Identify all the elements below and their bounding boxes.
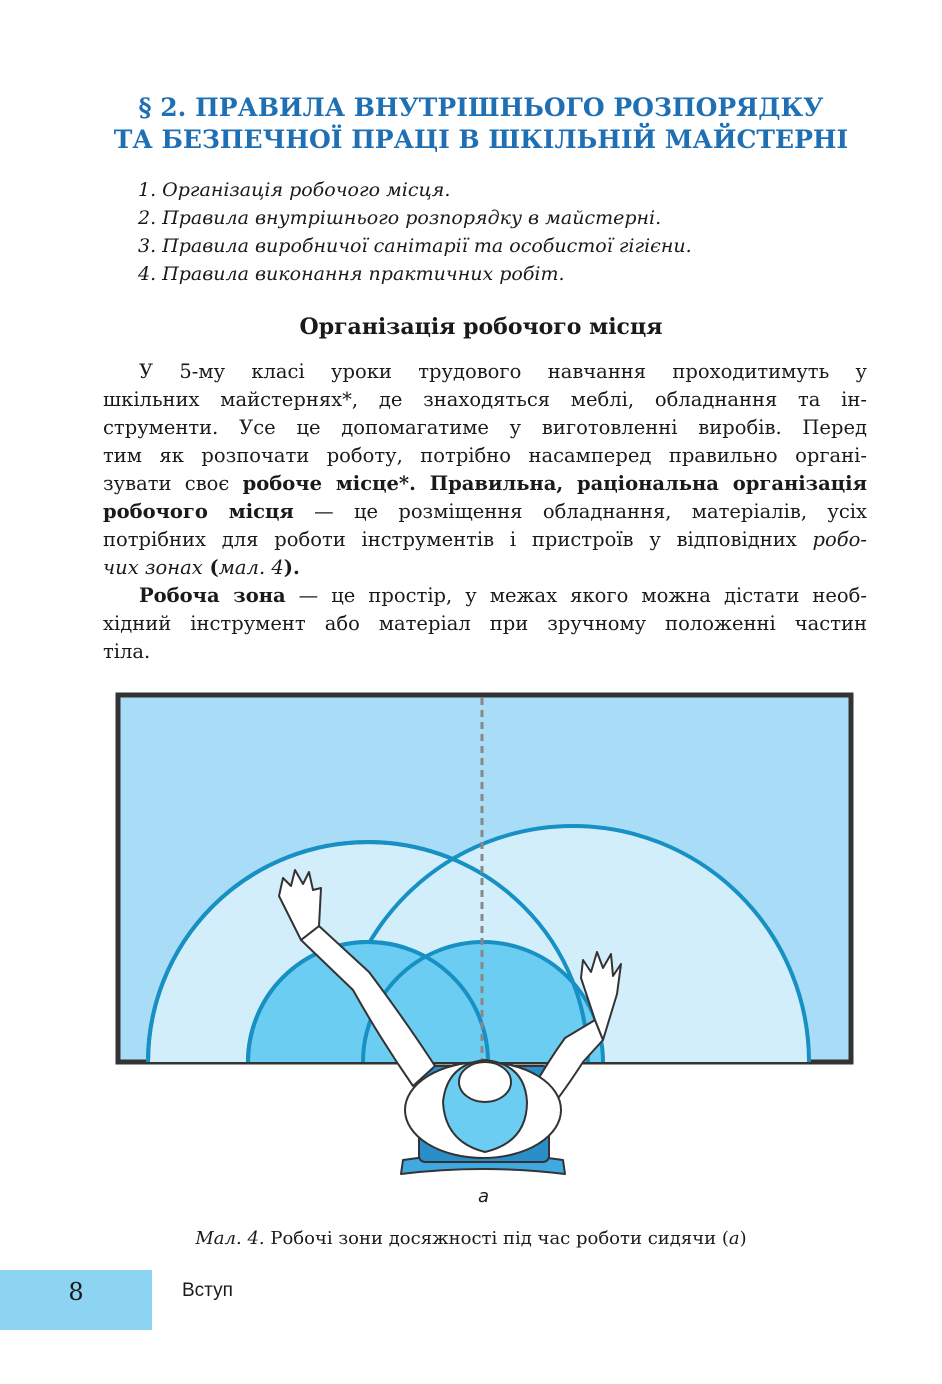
- work-zones-illustration: [113, 690, 857, 1210]
- bold-term: робочого місця: [103, 500, 294, 523]
- figure-letter: а: [478, 1186, 490, 1207]
- text-line: [103, 554, 867, 582]
- text-run: — це розміщення обладнання, матеріалів, усіх: [293, 500, 867, 523]
- head: [459, 1062, 511, 1102]
- text-line: [103, 582, 867, 610]
- text-run: ).: [283, 556, 300, 579]
- figure-reference: мал. 4: [218, 556, 284, 579]
- outline-item: 1. Організація робочого місця.: [138, 179, 451, 201]
- paragraph-work-zone: [103, 582, 867, 666]
- italic-term: чих зонах: [103, 556, 203, 579]
- topic-outline: [138, 176, 692, 288]
- section-title: [60, 92, 902, 156]
- text-line: тим як розпочати роботу, потрібно насамперед правильно органі-: [103, 444, 867, 467]
- text-run: зувати своє: [103, 472, 243, 495]
- text-line: [103, 470, 867, 498]
- text-run: (: [202, 556, 219, 579]
- caption-close: ): [739, 1228, 747, 1249]
- outline-item: 2. Правила внутрішнього розпорядку в майстерні.: [138, 207, 662, 229]
- bold-term: Робоча зона: [139, 584, 286, 607]
- text-line: хідний інструмент або матеріал при зручному положенні частин: [103, 612, 867, 635]
- page-number: 8: [68, 1278, 84, 1306]
- text-run: потрібних для роботи інструментів і пристроїв у відповідних: [103, 528, 813, 551]
- text-line: тіла.: [103, 640, 151, 663]
- text-line: струменти. Усе це допомагатиме у виготовленні виробів. Перед: [103, 416, 867, 439]
- caption-label: Мал. 4.: [195, 1228, 265, 1249]
- subsection-heading: Організація робочого місця: [299, 314, 663, 340]
- text-line: шкільних майстернях*, де знаходяться меблі, обладнання та ін-: [103, 388, 867, 411]
- text-line: У 5-му класі уроки трудового навчання проходитимуть у: [139, 360, 867, 383]
- caption-letter: а: [728, 1228, 740, 1249]
- figure-caption: [0, 1228, 942, 1249]
- bold-term: робоче місце*. Правильна, раціональна організація: [242, 472, 867, 495]
- text-run: — це простір, у межах якого можна дістати необ-: [285, 584, 867, 607]
- running-section-label: Вступ: [182, 1280, 233, 1301]
- paragraph-workplace: [103, 358, 867, 582]
- italic-term: робо-: [812, 528, 867, 551]
- text-line: [103, 526, 867, 554]
- outline-item: 3. Правила виробничої санітарії та особистої гігієни.: [138, 235, 692, 257]
- section-title-line-2: ТА БЕЗПЕЧНОЇ ПРАЦІ В ШКІЛЬНІЙ МАЙСТЕРНІ: [113, 125, 849, 154]
- caption-text: Робочі зони досяжності під час роботи сидячи (: [264, 1228, 729, 1249]
- outline-item: 4. Правила виконання практичних робіт.: [138, 263, 565, 285]
- section-title-line-1: § 2. ПРАВИЛА ВНУТРІШНЬОГО РОЗПОРЯДКУ: [138, 93, 824, 122]
- text-line: [103, 498, 867, 526]
